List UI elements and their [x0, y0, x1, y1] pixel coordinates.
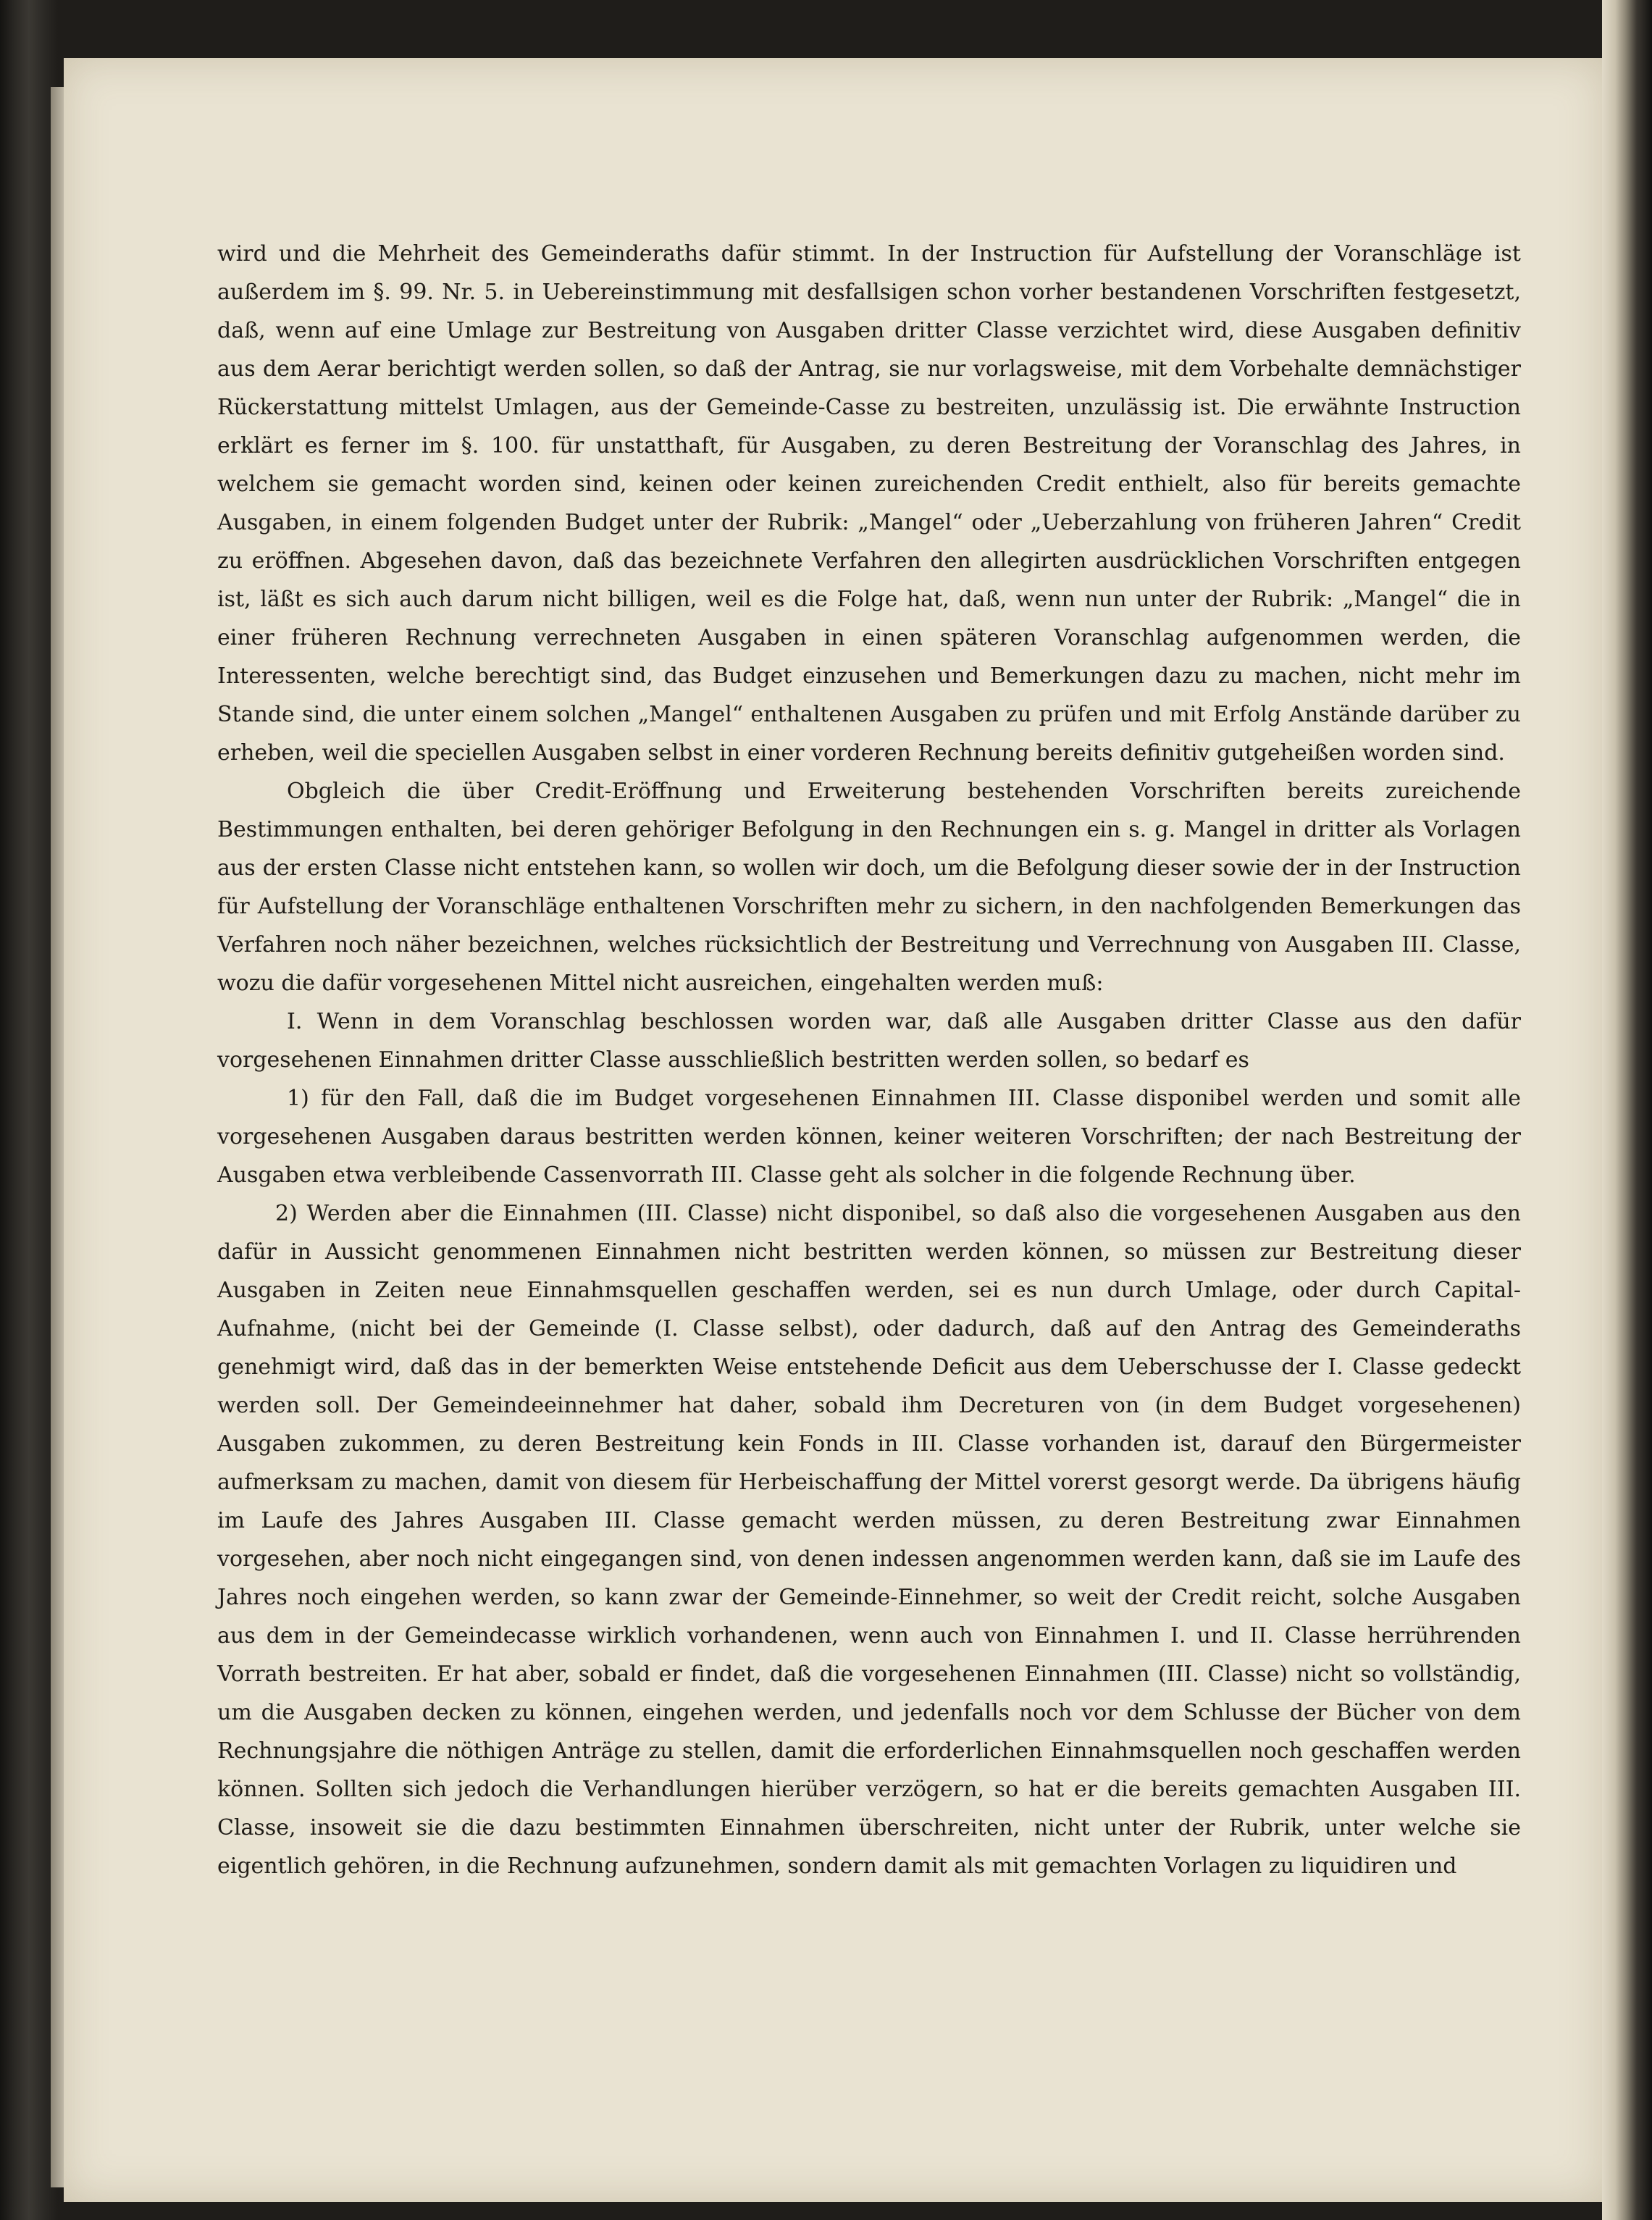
- paragraph-continuation: wird und die Mehrheit des Gemeinderaths dafür stimmt. In der Instruction für Aufstellung der Voranschläge ist außerdem im §. 99. Nr. 5. in Uebereinstimmung mit desfallsigen schon vorher bestandenen Vorschriften festgesetzt, daß, wenn auf eine Umlage zur Bestreitung von Ausgaben dritter Classe verzichtet wird, diese Ausgaben definitiv aus dem Aerar berichtigt werden sollen, so daß der Antrag, sie nur vorlagsweise, mit dem Vorbehalte demnächstiger Rückerstattung mittelst Umlagen, aus der Gemeinde-Casse zu bestreiten, unzulässig ist. Die erwähnte Instruction erklärt es ferner im §. 100. für unstatthaft, für Ausgaben, zu deren Bestreitung der Voranschlag des Jahres, in welchem sie gemacht worden sind, keinen oder keinen zureichenden Credit enthielt, also für bereits gemachte Ausgaben, in einem folgenden Budget unter der Rubrik: „Mangel“ oder „Ueberzahlung von früheren Jahren“ Credit zu eröffnen. Abgesehen davon, daß das bezeichnete Verfahren den allegirten ausdrücklichen Vorschriften entgegen ist, läßt es sich auch darum nicht billigen, weil es die Folge hat, daß, wenn nun unter der Rubrik: „Mangel“ die in einer früheren Rechnung verrechneten Ausgaben in einen späteren Voranschlag aufgenommen werden, die Interessenten, welche berechtigt sind, das Budget einzusehen und Bemerkungen dazu zu machen, nicht mehr im Stande sind, die unter einem solchen „Mangel“ enthaltenen Ausgaben zu prüfen und mit Erfolg Anstände darüber zu erheben, weil die speciellen Ausgaben selbst in einer vorderen Rechnung bereits definitiv gutgeheißen worden sind.: [217, 241, 1521, 766]
- body-text: [217, 235, 1521, 1885]
- paragraph-item-1: 1) für den Fall, daß die im Budget vorgesehenen Einnahmen III. Classe disponibel werden und somit alle vorgesehenen Ausgaben daraus bestritten werden können, keiner weiteren Vorschriften; der nach Bestreitung der Ausgaben etwa verbleibende Cassenvorrath III. Classe geht als solcher in die folgende Rechnung über.: [217, 1086, 1521, 1188]
- paragraph-credit-opening: Obgleich die über Credit-Eröffnung und Erweiterung bestehenden Vorschriften bereits zureichende Bestimmungen enthalten, bei deren gehöriger Befolgung in den Rechnungen ein s. g. Mangel in dritter als Vorlagen aus der ersten Classe nicht entstehen kann, so wollen wir doch, um die Befolgung dieser sowie der in der Instruction für Aufstellung der Voranschläge enthaltenen Vorschriften mehr zu sichern, in den nachfolgenden Bemerkungen das Verfahren noch näher bezeichnen, welches rücksichtlich der Bestreitung und Verrechnung von Ausgaben III. Classe, wozu die dafür vorgesehenen Mittel nicht ausreichen, eingehalten werden muß:: [217, 779, 1521, 996]
- book-gutter: [1602, 0, 1652, 2220]
- paragraph-item-2: 2) Werden aber die Einnahmen (III. Classe) nicht disponibel, so daß also die vorgesehenen Ausgaben aus den dafür in Aussicht genommenen Einnahmen nicht bestritten werden können, so müssen zur Bestreitung dieser Ausgaben in Zeiten neue Einnahmsquellen geschaffen werden, sei es nun durch Umlage, oder durch Capital-Aufnahme, (nicht bei der Gemeinde (I. Classe selbst), oder dadurch, daß auf den Antrag des Gemeinderaths genehmigt wird, daß das in der bemerkten Weise entstehende Deficit aus dem Ueberschusse der I. Classe gedeckt werden soll. Der Gemeindeeinnehmer hat daher, sobald ihm Decreturen von (in dem Budget vorgesehenen) Ausgaben zukommen, zu deren Bestreitung kein Fonds in III. Classe vorhanden ist, darauf den Bürgermeister aufmerksam zu machen, damit von diesem für Herbeischaffung der Mittel vorerst gesorgt werde. Da übrigens häufig im Laufe des Jahres Ausgaben III. Classe gemacht werden müssen, zu deren Bestreitung zwar Einnahmen vorgesehen, aber noch nicht eingegangen sind, von denen indessen angenommen werden kann, daß sie im Laufe des Jahres noch eingehen werden, so kann zwar der Gemeinde-Einnehmer, so weit der Credit reicht, solche Ausgaben aus dem in der Gemeindecasse wirklich vorhandenen, wenn auch von Einnahmen I. und II. Classe herrührenden Vorrath bestreiten. Er hat aber, sobald er findet, daß die vorgesehenen Einnahmen (III. Classe) nicht so vollständig, um die Ausgaben decken zu können, eingehen werden, und jedenfalls noch vor dem Schlusse der Bücher von dem Rechnungsjahre die nöthigen Anträge zu stellen, damit die erforderlichen Einnahmsquellen noch geschaffen werden können. Sollten sich jedoch die Verhandlungen hierüber verzögern, so hat er die bereits gemachten Ausgaben III. Classe, insoweit sie die dazu bestimmten Einnahmen überschreiten, nicht unter der Rubrik, unter welche sie eigentlich gehören, in die Rechnung aufzunehmen, sondern damit als mit gemachten Vorlagen zu liquidiren und: [217, 1201, 1521, 1879]
- paragraph-section-i: I. Wenn in dem Voranschlag beschlossen worden war, daß alle Ausgaben dritter Classe aus den dafür vorgesehenen Einnahmen dritter Classe ausschließlich bestritten werden sollen, so bedarf es: [217, 1009, 1521, 1073]
